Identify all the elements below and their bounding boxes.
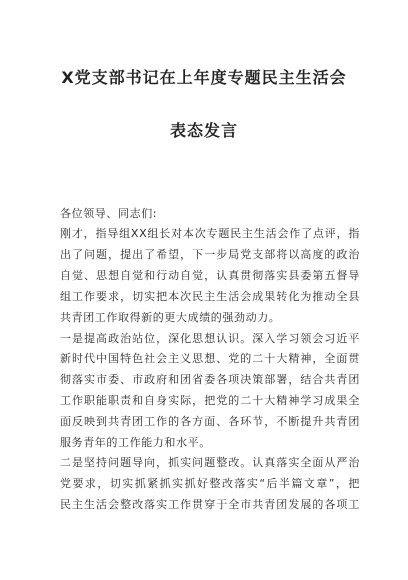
body-line: 二是坚持问题导向，抓实问题整改。认真落实全面从严治 <box>60 456 360 469</box>
body-line: 民主生活会整改落实工作贯穿于全市共青团发展的各项工 <box>60 498 360 511</box>
body-line: 出了问题，提出了希望，下一步局党支部将以高度的政治 <box>60 248 360 261</box>
body-line: 自觉、思想自觉和行动自觉，认真贯彻落实县委第五督导 <box>60 269 360 282</box>
body-line: 共青团工作取得新的更大成绩的强劲动力。 <box>60 311 281 324</box>
body-line: 新时代中国特色社会主义思想、党的二十大精神，全面贯 <box>60 352 360 365</box>
body-line: 服务青年的工作能力和水平。 <box>60 436 211 449</box>
salutation: 各位领导、同志们: <box>60 207 158 220</box>
body-line: 组工作要求，切实把本次民主生活会成果转化为推动全县 <box>60 290 360 303</box>
body-line: 彻落实市委、市政府和团省委各项决策部署，结合共青团 <box>60 373 360 386</box>
body-line: 一是提高政治站位，深化思想认识。深入学习领会习近平 <box>60 332 360 345</box>
body-line: 面反映到共青团工作的各方面、各环节，不断提升共青团 <box>60 415 360 428</box>
body-line: 刚才，指导组XX组长对本次专题民主生活会作了点评，指 <box>60 227 360 240</box>
body-line: 工作职能职责和自身实际，把党的二十大精神学习成果全 <box>60 394 360 407</box>
body-line: 党要求，切实抓紧抓实抓好整改落实“后半篇文章”，把 <box>60 477 360 490</box>
document-title-line-2: 表态发言 <box>169 121 238 140</box>
document-title-line-1: X党支部书记在上年度专题民主生活会 <box>61 68 347 87</box>
